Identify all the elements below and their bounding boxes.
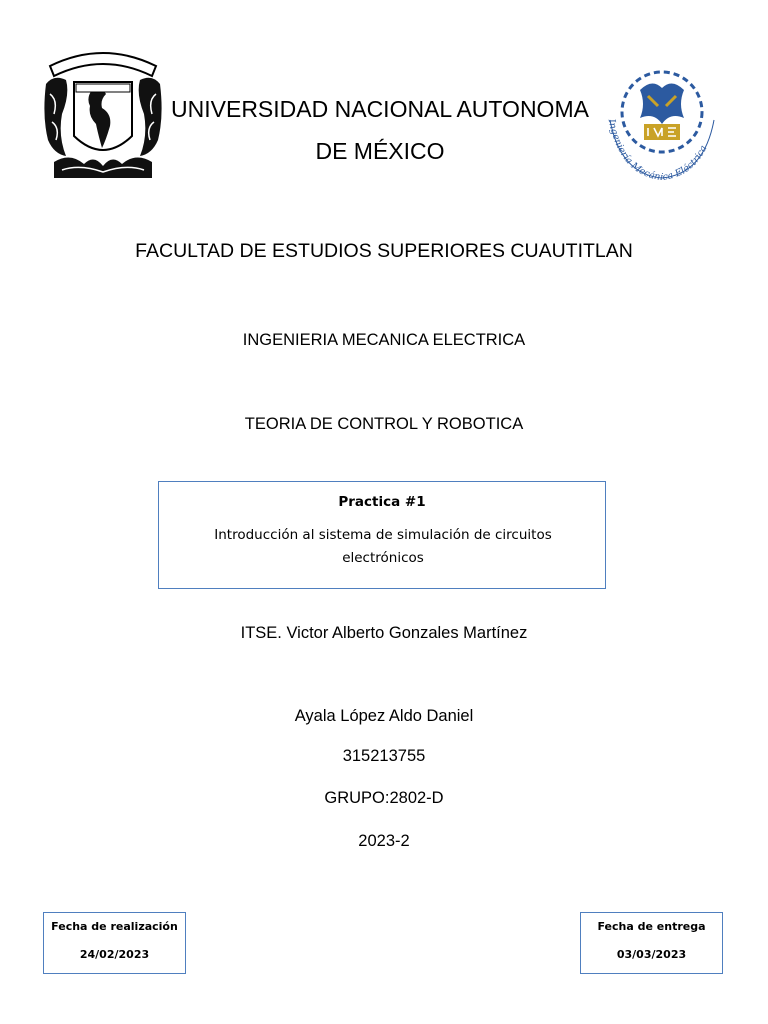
realization-date-value: 24/02/2023 (79, 948, 150, 961)
student-name: Ayala López Aldo Daniel (294, 707, 474, 725)
ime-logo-icon (600, 50, 724, 186)
unam-seal-logo (40, 44, 166, 182)
student-id: 315213755 (342, 747, 426, 765)
student-group: GRUPO:2802-D (324, 789, 444, 807)
realization-date-label: Fecha de realización (51, 920, 178, 933)
career-name: INGENIERIA MECANICA ELECTRICA (242, 331, 526, 349)
delivery-date-value: 03/03/2023 (616, 948, 687, 961)
practice-title: Practica #1 (338, 494, 426, 510)
academic-period: 2023-2 (358, 832, 410, 850)
university-name-line1: UNIVERSIDAD NACIONAL AUTONOMA (171, 96, 589, 122)
svg-text:Ingeniería Mecánica Eléctrica: Ingeniería Mecánica Eléctrica (605, 118, 710, 184)
ime-faculty-logo (600, 50, 724, 186)
unam-seal-icon (40, 44, 166, 182)
subject-name: TEORIA DE CONTROL Y ROBOTICA (244, 415, 524, 433)
practice-box (158, 481, 606, 589)
delivery-date-box (580, 912, 723, 974)
practice-description: Introducción al sistema de simulación de circuitos electrónicos (214, 527, 552, 566)
teacher-name: ITSE. Victor Alberto Gonzales Martínez (240, 624, 528, 642)
realization-date-box (43, 912, 186, 974)
university-name-line2: DE MÉXICO (315, 138, 445, 164)
faculty-name: FACULTAD DE ESTUDIOS SUPERIORES CUAUTITLAN (135, 240, 633, 262)
delivery-date-label: Fecha de entrega (597, 920, 706, 933)
